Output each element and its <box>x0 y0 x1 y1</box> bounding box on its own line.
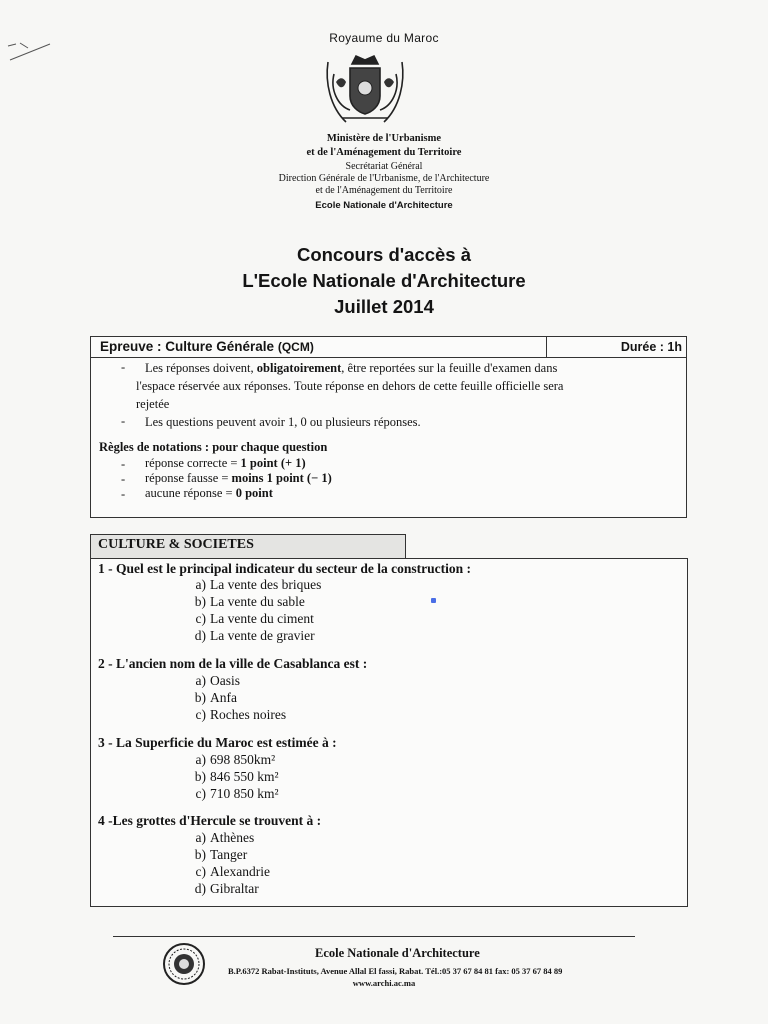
option-letter: b) <box>194 847 206 862</box>
answer-option[interactable]: Alexandrie <box>210 864 270 879</box>
answer-option[interactable]: Oasis <box>210 673 240 688</box>
question-3: 3 - La Superficie du Maroc est estimée à : <box>98 735 337 750</box>
answer-option[interactable]: Roches noires <box>210 707 287 722</box>
question-1: 1 - Quel est le principal indicateur du secteur de la construction : <box>98 561 471 576</box>
rule-1-line-2: l'espace réservée aux réponses. Toute réponse en dehors de cette feuille officielle sera <box>136 379 564 393</box>
bullet-dash: - <box>121 414 126 428</box>
school-subheading: Ecole Nationale d'Architecture <box>315 200 453 211</box>
bullet-dash: - <box>121 360 126 374</box>
exam-format-label: (QCM) <box>277 340 314 354</box>
question-4: 4 -Les grottes d'Hercule se trouvent à : <box>98 813 322 828</box>
option-letter: a) <box>195 577 206 592</box>
exam-subject <box>100 339 314 354</box>
answer-option[interactable]: 846 550 km² <box>210 769 279 784</box>
answer-option[interactable]: La vente de gravier <box>210 628 315 643</box>
footer-address: B.P.6372 Rabat-Instituts, Avenue Allal El fassi, Rabat. Tél.:05 37 67 84 81 fax: 05 37 67 84 89 <box>228 966 563 976</box>
score-wrong-text: réponse fausse = <box>145 471 232 485</box>
score-wrong <box>145 471 332 486</box>
option-letter: c) <box>195 864 206 879</box>
scoring-rules-title: Règles de notations : pour chaque question <box>99 440 328 454</box>
answer-option[interactable]: La vente du sable <box>210 594 305 609</box>
answer-option[interactable]: Gibraltar <box>210 881 259 896</box>
option-letter: b) <box>194 769 206 784</box>
exam-instructions-box <box>90 336 687 518</box>
score-none <box>145 486 273 501</box>
option-letter: d) <box>194 881 206 896</box>
option-letter: a) <box>195 752 206 767</box>
answer-option[interactable]: La vente des briques <box>210 577 322 592</box>
rule-1-prefix: Les réponses doivent, <box>145 361 257 375</box>
rule-1-suffix: , être reportées sur la feuille d'examen dans <box>341 361 558 375</box>
score-correct-text: réponse correcte = <box>145 456 241 470</box>
score-correct-value: 1 point (+ 1) <box>240 456 306 470</box>
ministry-line-2: et de l'Aménagement du Territoire <box>306 147 462 158</box>
exam-subject-label: Epreuve : Culture Générale <box>100 339 275 354</box>
option-letter: a) <box>195 830 206 845</box>
rule-1-line-3: rejetée <box>136 397 170 411</box>
rule-1 <box>145 359 672 377</box>
option-letter: c) <box>195 611 206 626</box>
bullet-dash: - <box>121 472 126 486</box>
answer-option[interactable]: 710 850 km² <box>210 786 279 801</box>
blue-dot-mark <box>431 598 436 603</box>
title-line-1: Concours d'accès à <box>296 244 472 265</box>
bullet-dash: - <box>121 487 126 501</box>
score-correct <box>145 456 306 471</box>
royal-emblem-icon <box>322 52 408 128</box>
footer-website-link[interactable]: www.archi.ac.ma <box>352 978 416 988</box>
footer-school-name: Ecole Nationale d'Architecture <box>315 946 480 960</box>
footer-divider <box>113 936 635 937</box>
option-letter: b) <box>194 594 206 609</box>
score-none-value: 0 point <box>235 486 273 500</box>
answer-option[interactable]: Tanger <box>210 847 248 862</box>
score-wrong-value: moins 1 point (− 1) <box>231 471 332 485</box>
title-line-3: Juillet 2014 <box>334 296 434 317</box>
section-title: CULTURE & SOCIETES <box>98 537 254 552</box>
option-letter: c) <box>195 786 206 801</box>
direction-line-1: Direction Générale de l'Urbanisme, de l'Architecture <box>278 173 490 184</box>
score-none-text: aucune réponse = <box>145 486 236 500</box>
answer-option[interactable]: 698 850km² <box>210 752 276 767</box>
title-line-2: L'Ecole Nationale d'Architecture <box>242 270 526 291</box>
option-letter: a) <box>195 673 206 688</box>
header-divider <box>546 337 547 358</box>
exam-duration: Durée : 1h <box>620 340 682 354</box>
direction-line-2: et de l'Aménagement du Territoire <box>315 185 453 196</box>
option-letter: d) <box>194 628 206 643</box>
option-letter: b) <box>194 690 206 705</box>
rule-2: Les questions peuvent avoir 1, 0 ou plusieurs réponses. <box>145 415 421 429</box>
question-2: 2 - L'ancien nom de la ville de Casablanca est : <box>98 656 368 671</box>
exam-header-row <box>91 337 686 358</box>
section-tab <box>90 534 406 558</box>
answer-option[interactable]: La vente du ciment <box>210 611 314 626</box>
answer-option[interactable]: Athènes <box>210 830 255 845</box>
option-letter: c) <box>195 707 206 722</box>
kingdom-heading: Royaume du Maroc <box>329 31 439 45</box>
bullet-dash: - <box>121 457 126 471</box>
questions-box <box>90 558 688 907</box>
exam-title <box>0 242 768 320</box>
answer-option[interactable]: Anfa <box>210 690 237 705</box>
rule-1-emphasis: obligatoirement <box>256 361 342 375</box>
secretariat-label: Secrétariat Général <box>345 161 423 172</box>
ministry-line-1: Ministère de l'Urbanisme <box>326 133 442 144</box>
